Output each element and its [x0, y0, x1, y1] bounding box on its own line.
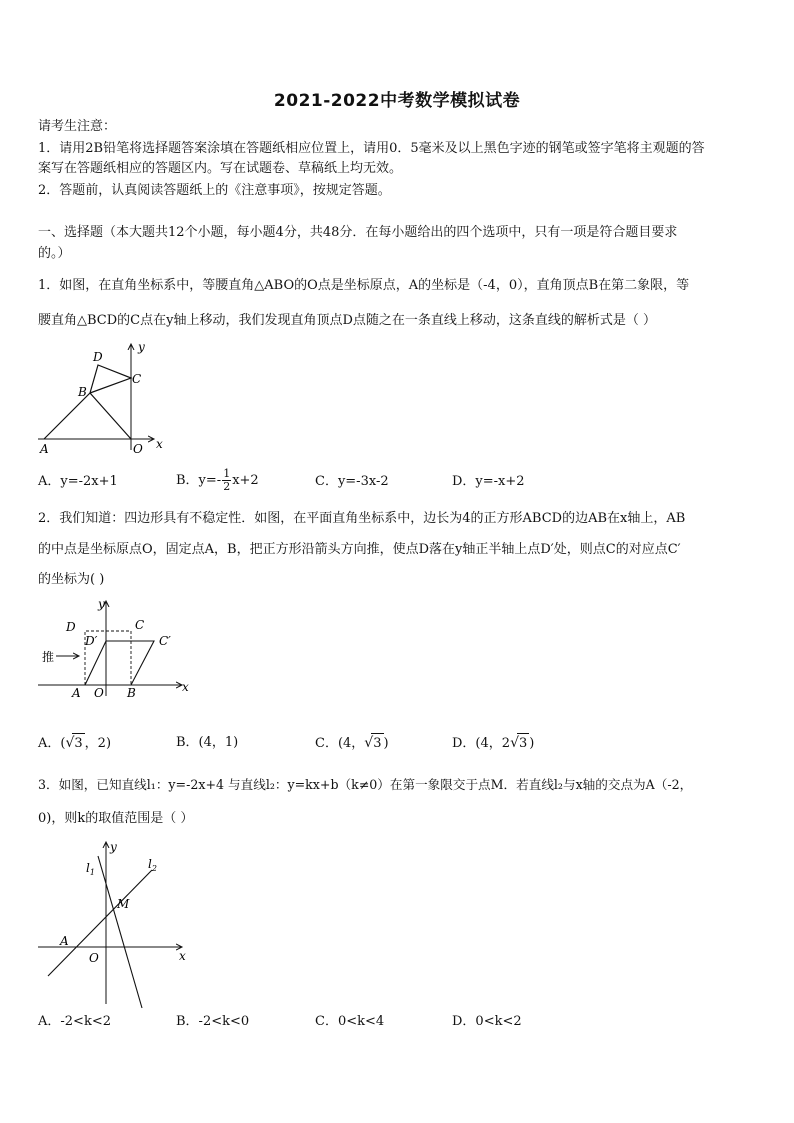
q1-label-a: A [40, 442, 49, 456]
q2-option-a-suffix: ，2) [84, 736, 112, 751]
q1-figure [36, 340, 166, 458]
q1-option-c: C．y=-3x-2 [315, 474, 389, 489]
q1-option-a: A．y=-2x+1 [38, 474, 118, 489]
q3-text-line-1: 3．如图，已知直线l₁：y=-2x+4 与直线l₂：y=kx+b（k≠0）在第一象限交于点M．若直线l₂与x轴的交点为A（-2， [38, 777, 693, 792]
q1-triangle-abo [44, 393, 131, 439]
q3-option-d: D．0<k<2 [452, 1014, 522, 1029]
q1-text-line-1: 1．如图，在直角坐标系中，等腰直角△ABO的O点是坐标原点，A的坐标是（-4，0），直角顶点B在第二象限，等 [38, 278, 690, 293]
q2-label-o: O [94, 686, 104, 700]
q2-text-line-1: 2．我们知道：四边形具有不稳定性．如图，在平面直角坐标系中，边长为4的正方形ABCD的边AB在x轴上，AB [38, 511, 686, 526]
notice-line-1: 1．请用2B铅笔将选择题答案涂填在答题纸相应位置上，请用0．5毫米及以上黑色字迹的钢笔或签字笔将主观题的答 [38, 141, 705, 156]
q3-line-l1 [98, 856, 142, 1008]
q3-label-x: x [179, 949, 186, 963]
q2-option-a [38, 733, 111, 754]
q2-label-d-prime: D′ [85, 634, 98, 648]
q2-label-d: D [66, 620, 76, 634]
q1-label-d: D [93, 350, 103, 364]
q3-label-l1-letter: l [86, 861, 90, 875]
notice-line-2: 案写在答题纸相应的答题区内。写在试题卷、草稿纸上均无效。 [38, 161, 403, 176]
q2-label-c: C [135, 618, 145, 632]
q1-label-b: B [78, 385, 87, 399]
q2-text-line-3: 的坐标为( ) [38, 572, 105, 587]
q2-option-d-coefficient: 2 [501, 736, 511, 751]
q1-option-b-denominator: 2 [223, 480, 231, 493]
q2-option-d [452, 733, 534, 754]
q1-option-d: D．y=-x+2 [452, 474, 525, 489]
section-heading-line-2: 的。） [38, 246, 71, 261]
q1-label-y: y [138, 340, 145, 354]
q3-option-c: C．0<k<4 [315, 1014, 385, 1029]
q2-figure [36, 596, 196, 700]
q3-figure [36, 836, 196, 1016]
q2-label-y: y [98, 597, 105, 611]
q2-option-d-suffix: ) [529, 736, 535, 751]
sqrt-icon: √ [65, 735, 75, 751]
sqrt-icon: √ [510, 735, 519, 751]
q2-label-b: B [127, 686, 136, 700]
q3-label-m: M [117, 897, 130, 911]
section-heading-line-1: 一、选择题（本大题共12个小题，每小题4分，共48分．在每小题给出的四个选项中，只有一项是符合题目要求 [38, 225, 678, 240]
q1-text-line-2: 腰直角△BCD的C点在y轴上移动，我们发现直角顶点D点随之在一条直线上移动，这条直线的解析式是（ ） [38, 313, 657, 328]
q1-label-c: C [132, 372, 142, 386]
q2-option-b: B．(4，1) [176, 735, 239, 750]
q1-option-b-fraction [222, 468, 231, 493]
q3-label-l2-letter: l [148, 857, 152, 871]
q2-option-a-radicand: 3 [72, 733, 84, 754]
q1-option-b-suffix: x+2 [232, 473, 259, 488]
q2-option-d-prefix: D．(4， [452, 736, 502, 751]
q3-label-l1-subscript: 1 [89, 868, 95, 877]
sqrt-icon: √ [364, 735, 374, 751]
q3-line-l2 [48, 870, 152, 976]
q1-label-o: O [133, 442, 143, 456]
q2-label-a: A [72, 686, 81, 700]
q2-option-c-suffix: ) [383, 736, 389, 751]
q1-option-b [176, 463, 259, 499]
q1-option-b-numerator: 1 [223, 467, 231, 480]
q2-option-c-prefix: C．(4， [315, 736, 365, 751]
q2-option-d-radicand: 3 [517, 733, 529, 754]
notice-heading: 请考生注意： [38, 119, 117, 134]
q3-label-l2-subscript: 2 [151, 864, 157, 873]
q3-option-b: B．-2<k<0 [176, 1014, 250, 1029]
q3-label-y: y [110, 840, 117, 854]
q1-triangle-bcd [90, 365, 131, 393]
q2-label-c-prime: C′ [159, 634, 171, 648]
q3-option-a: A．-2<k<2 [38, 1014, 111, 1029]
q1-label-x: x [156, 437, 163, 451]
q3-label-l2 [148, 857, 157, 873]
q2-option-a-prefix: A．( [38, 736, 66, 751]
q2-text-line-2: 的中点是坐标原点O，固定点A，B，把正方形沿箭头方向推，使点D落在y轴正半轴上点D′处，则点C的对应点C′ [38, 542, 681, 557]
q1-option-b-prefix: B．y=- [176, 473, 222, 488]
q2-option-c [315, 733, 389, 754]
notice-line-3: 2．答题前，认真阅读答题纸上的《注意事项》，按规定答题。 [38, 183, 391, 198]
page-title: 2021-2022中考数学模拟试卷 [273, 91, 521, 111]
q2-label-x: x [182, 680, 189, 694]
q2-label-push: 推 [42, 650, 55, 664]
q3-label-o: O [89, 951, 99, 965]
q2-option-c-radicand: 3 [371, 733, 383, 754]
q3-text-line-2: 0)，则k的取值范围是（ ） [38, 811, 194, 826]
q3-label-a: A [60, 934, 69, 948]
q3-label-l1 [86, 861, 95, 877]
